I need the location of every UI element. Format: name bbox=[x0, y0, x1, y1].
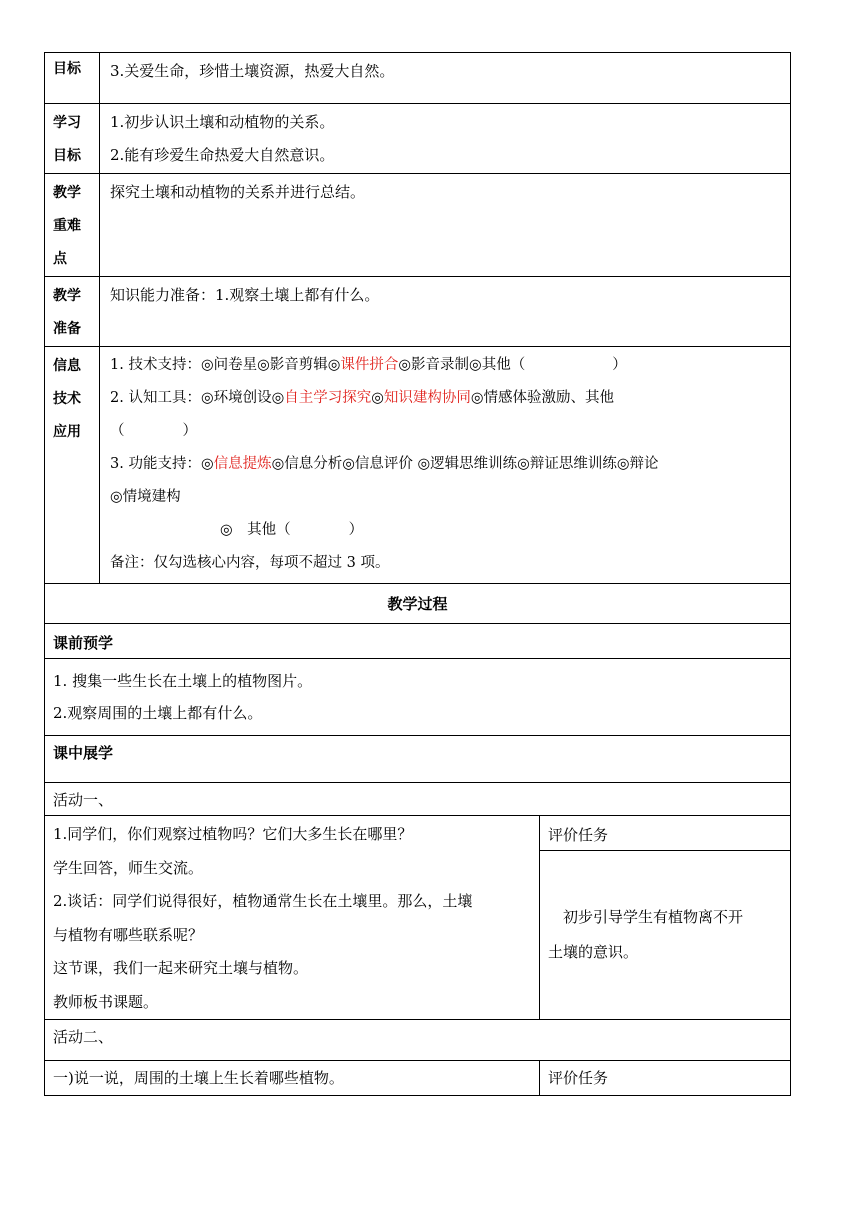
activity2-line: 一)说一说，周围的土壤上生长着哪些植物。 bbox=[45, 1061, 540, 1096]
process-title-row bbox=[45, 584, 791, 624]
it-label: 信息 技术 应用 bbox=[45, 347, 100, 584]
activity1-title-row bbox=[45, 783, 791, 816]
prep-row bbox=[45, 277, 791, 347]
goal-label: 目标 bbox=[45, 53, 100, 104]
pre-study-item-1: 1. 搜集一些生长在土壤上的植物图片。 bbox=[53, 672, 313, 690]
it-content bbox=[100, 347, 791, 584]
activity1-title: 活动一、 bbox=[45, 783, 791, 816]
process-title: 教学过程 bbox=[45, 584, 791, 624]
it-line-4: ◎ 其他（ ） bbox=[220, 522, 364, 538]
activity2-title: 活动二、 bbox=[45, 1020, 791, 1061]
pre-study-items bbox=[45, 659, 791, 736]
pre-study-items-row bbox=[45, 659, 791, 736]
activity1-eval-text: 初步引导学生有植物离不开 土壤的意识。 bbox=[540, 851, 791, 1020]
prep-label: 教学 准备 bbox=[45, 277, 100, 347]
activity2-row bbox=[45, 1061, 791, 1096]
activity2-title-row bbox=[45, 1020, 791, 1061]
it-line-2b: （ ） bbox=[110, 423, 197, 439]
it-line-3: 3. 功能支持：◎信息提炼◎信息分析◎信息评价 ◎逻辑思维训练◎辩证思维训练◎辩论 bbox=[110, 456, 659, 472]
learning-goal-1: 1.初步认识土壤和动植物的关系。 bbox=[110, 113, 335, 131]
activity1-row-top bbox=[45, 816, 791, 851]
key-difficulty-label: 教学 重难 点 bbox=[45, 174, 100, 277]
it-line-3b: ◎情境建构 bbox=[110, 489, 181, 505]
activity1-content bbox=[45, 816, 540, 1020]
pre-study-title: 课前预学 bbox=[45, 624, 791, 659]
activity1-line-6: 教师板书课题。 bbox=[53, 992, 159, 1011]
activity1-eval-label: 评价任务 bbox=[540, 816, 791, 851]
it-note: 备注：仅勾选核心内容，每项不超过 3 项。 bbox=[110, 555, 390, 571]
pre-study-item-2: 2.观察周围的土壤上都有什么。 bbox=[53, 704, 263, 722]
activity1-line-2: 学生回答，师生交流。 bbox=[53, 858, 204, 877]
activity1-line-5: 这节课，我们一起来研究土壤与植物。 bbox=[53, 959, 309, 977]
learning-goals bbox=[100, 104, 791, 174]
in-class-title-row bbox=[45, 736, 791, 783]
learning-goal-label: 学习 目标 bbox=[45, 104, 100, 174]
in-class-title: 课中展学 bbox=[45, 736, 791, 783]
it-line-2: 2. 认知工具：◎环境创设◎自主学习探究◎知识建构协同◎情感体验激励、其他 bbox=[110, 390, 615, 406]
pre-study-title-row bbox=[45, 624, 791, 659]
key-difficulty-text: 探究土壤和动植物的关系并进行总结。 bbox=[100, 174, 791, 277]
key-difficulty-row bbox=[45, 174, 791, 277]
goal-text: 3.关爱生命，珍惜土壤资源，热爱大自然。 bbox=[100, 53, 791, 104]
activity1-line-4: 与植物有哪些联系呢？ bbox=[53, 925, 204, 944]
learning-goal-2: 2.能有珍爱生命热爱大自然意识。 bbox=[110, 146, 335, 164]
it-row bbox=[45, 347, 791, 584]
lesson-plan bbox=[44, 52, 790, 1096]
activity1-line-3: 2.谈话：同学们说得很好，植物通常生长在土壤里。那么，土壤 bbox=[53, 892, 473, 910]
activity2-eval-label: 评价任务 bbox=[540, 1061, 791, 1096]
activity1-line-1: 1.同学们，你们观察过植物吗？它们大多生长在哪里？ bbox=[53, 825, 413, 843]
it-line-1: 1. 技术支持：◎问卷星◎影音剪辑◎课件拼合◎影音录制◎其他（ ） bbox=[110, 357, 627, 373]
goal-row bbox=[45, 53, 791, 104]
lesson-plan-table bbox=[44, 52, 791, 1096]
prep-text: 知识能力准备：1.观察土壤上都有什么。 bbox=[100, 277, 791, 347]
learning-goal-row bbox=[45, 104, 791, 174]
